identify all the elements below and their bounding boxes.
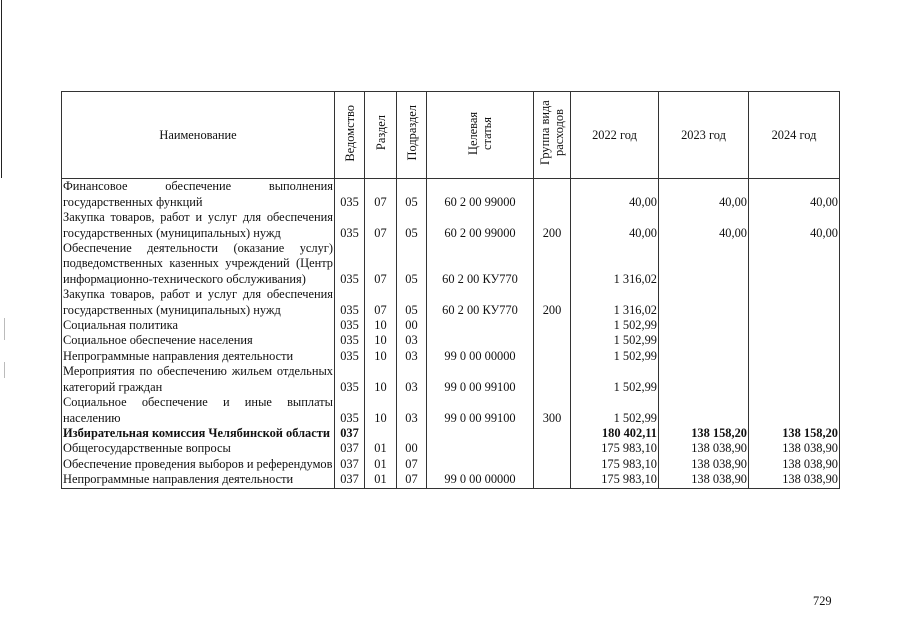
col-header-name: Наименование [62, 92, 335, 179]
row-value-2023: 138 038,90 [659, 457, 749, 472]
row-subsection: 00 [397, 318, 427, 333]
row-subsection: 05 [397, 241, 427, 287]
row-target-article [427, 333, 534, 348]
row-value-2024: 138 038,90 [749, 441, 840, 456]
scan-artifact [4, 318, 5, 340]
row-name: Закупка товаров, работ и услуг для обеспечения государственных (муниципальных) нужд [63, 210, 333, 240]
row-department: 035 [335, 364, 365, 395]
row-subsection: 05 [397, 179, 427, 210]
row-value-2024 [749, 241, 840, 287]
row-name: Общегосударственные вопросы [62, 441, 335, 456]
table-row [62, 349, 840, 364]
row-subsection [397, 426, 427, 441]
row-value-2023: 138 038,90 [659, 472, 749, 488]
row-department: 035 [335, 349, 365, 364]
row-expense-group: 200 [534, 287, 571, 318]
table-row [62, 333, 840, 348]
row-value-2022: 1 502,99 [571, 349, 659, 364]
row-target-article [427, 426, 534, 441]
col-header-2022: 2022 год [571, 92, 659, 179]
table-row [62, 472, 840, 488]
row-target-article: 99 0 00 00000 [427, 349, 534, 364]
row-section [365, 426, 397, 441]
row-subsection: 03 [397, 333, 427, 348]
row-value-2024: 138 038,90 [749, 457, 840, 472]
row-value-2024 [749, 287, 840, 318]
row-department: 035 [335, 287, 365, 318]
row-expense-group [534, 364, 571, 395]
row-section: 01 [365, 457, 397, 472]
row-value-2024 [749, 364, 840, 395]
row-section: 07 [365, 179, 397, 210]
row-value-2024: 138 038,90 [749, 472, 840, 488]
row-value-2023: 138 038,90 [659, 441, 749, 456]
scan-margin-line [1, 0, 2, 178]
row-target-article: 99 0 00 99100 [427, 364, 534, 395]
row-value-2024 [749, 318, 840, 333]
row-value-2022: 175 983,10 [571, 472, 659, 488]
row-expense-group [534, 472, 571, 488]
row-department: 035 [335, 179, 365, 210]
page-number: 729 [813, 594, 832, 608]
row-department: 037 [335, 426, 365, 441]
row-department: 037 [335, 457, 365, 472]
table-row [62, 364, 840, 395]
col-header-department: Ведомство [335, 92, 365, 179]
row-section: 07 [365, 287, 397, 318]
row-value-2022: 1 502,99 [571, 333, 659, 348]
row-name: Социальное обеспечение и иные выплаты населению [63, 395, 333, 425]
row-section: 07 [365, 210, 397, 241]
row-expense-group [534, 441, 571, 456]
row-value-2023 [659, 241, 749, 287]
row-expense-group [534, 426, 571, 441]
col-header-target-article: Целевая статья [427, 92, 534, 179]
row-department: 035 [335, 318, 365, 333]
row-value-2024: 40,00 [749, 179, 840, 210]
row-value-2023 [659, 364, 749, 395]
row-subsection: 03 [397, 364, 427, 395]
row-expense-group [534, 179, 571, 210]
col-header-2023: 2023 год [659, 92, 749, 179]
row-value-2022: 1 502,99 [571, 318, 659, 333]
row-target-article: 60 2 00 КУ770 [427, 287, 534, 318]
row-subsection: 00 [397, 441, 427, 456]
table-row [62, 441, 840, 456]
row-target-article: 60 2 00 КУ770 [427, 241, 534, 287]
row-subsection: 07 [397, 472, 427, 488]
row-department: 035 [335, 241, 365, 287]
row-expense-group: 300 [534, 395, 571, 426]
row-section: 10 [365, 364, 397, 395]
row-expense-group: 200 [534, 210, 571, 241]
table-row [62, 457, 840, 472]
row-section: 10 [365, 318, 397, 333]
row-target-article: 99 0 00 99100 [427, 395, 534, 426]
row-subsection: 03 [397, 395, 427, 426]
row-section: 01 [365, 472, 397, 488]
row-subsection: 05 [397, 210, 427, 241]
row-section: 10 [365, 395, 397, 426]
row-expense-group [534, 349, 571, 364]
row-subsection: 07 [397, 457, 427, 472]
row-target-article: 60 2 00 99000 [427, 210, 534, 241]
row-name: Закупка товаров, работ и услуг для обеспечения государственных (муниципальных) нужд [63, 287, 333, 317]
row-section: 10 [365, 349, 397, 364]
row-value-2024 [749, 349, 840, 364]
row-department: 035 [335, 210, 365, 241]
table-header-row [62, 92, 840, 179]
row-value-2024: 40,00 [749, 210, 840, 241]
row-name: Непрограммные направления деятельности [62, 349, 335, 364]
row-value-2022: 40,00 [571, 179, 659, 210]
row-value-2023 [659, 349, 749, 364]
row-section: 07 [365, 241, 397, 287]
row-subsection: 05 [397, 287, 427, 318]
col-header-expense-group: Группа вида расходов [534, 92, 571, 179]
row-target-article [427, 441, 534, 456]
row-department: 037 [335, 441, 365, 456]
table-row [62, 241, 840, 287]
row-value-2023: 40,00 [659, 179, 749, 210]
col-header-2024: 2024 год [749, 92, 840, 179]
row-expense-group [534, 318, 571, 333]
row-department: 035 [335, 333, 365, 348]
row-value-2022: 1 316,02 [571, 287, 659, 318]
row-value-2023 [659, 287, 749, 318]
row-department: 035 [335, 395, 365, 426]
row-name: Избирательная комиссия Челябинской области [62, 426, 335, 441]
table-row [62, 287, 840, 318]
row-section: 10 [365, 333, 397, 348]
row-value-2022: 1 502,99 [571, 364, 659, 395]
table-row [62, 426, 840, 441]
row-value-2023 [659, 333, 749, 348]
row-name: Обеспечение проведения выборов и референдумов [62, 457, 335, 472]
row-value-2022: 175 983,10 [571, 457, 659, 472]
row-value-2024: 138 158,20 [749, 426, 840, 441]
row-target-article: 99 0 00 00000 [427, 472, 534, 488]
table-row [62, 318, 840, 333]
row-value-2022: 1 502,99 [571, 395, 659, 426]
row-target-article [427, 318, 534, 333]
row-subsection: 03 [397, 349, 427, 364]
row-value-2022: 1 316,02 [571, 241, 659, 287]
scan-artifact [4, 362, 5, 378]
row-expense-group [534, 241, 571, 287]
col-header-section: Раздел [365, 92, 397, 179]
table-row [62, 179, 840, 210]
row-value-2024 [749, 333, 840, 348]
row-name: Социальная политика [62, 318, 335, 333]
row-value-2024 [749, 395, 840, 426]
row-department: 037 [335, 472, 365, 488]
row-value-2023: 40,00 [659, 210, 749, 241]
row-value-2022: 40,00 [571, 210, 659, 241]
row-target-article: 60 2 00 99000 [427, 179, 534, 210]
row-value-2023: 138 158,20 [659, 426, 749, 441]
row-name: Обеспечение деятельности (оказание услуг) подведомственных казенных учреждений (Центр информационно-технического обслуживания) [63, 241, 333, 286]
table-row [62, 210, 840, 241]
row-expense-group [534, 457, 571, 472]
row-name: Социальное обеспечение населения [62, 333, 335, 348]
table-row [62, 395, 840, 426]
row-value-2023 [659, 395, 749, 426]
col-header-subsection: Подраздел [397, 92, 427, 179]
row-value-2022: 180 402,11 [571, 426, 659, 441]
budget-table [61, 91, 840, 489]
row-name: Непрограммные направления деятельности [62, 472, 335, 488]
row-value-2022: 175 983,10 [571, 441, 659, 456]
row-name: Финансовое обеспечение выполнения государственных функций [63, 179, 333, 209]
row-section: 01 [365, 441, 397, 456]
row-name: Мероприятия по обеспечению жильем отдельных категорий граждан [63, 364, 333, 394]
row-target-article [427, 457, 534, 472]
row-value-2023 [659, 318, 749, 333]
row-expense-group [534, 333, 571, 348]
